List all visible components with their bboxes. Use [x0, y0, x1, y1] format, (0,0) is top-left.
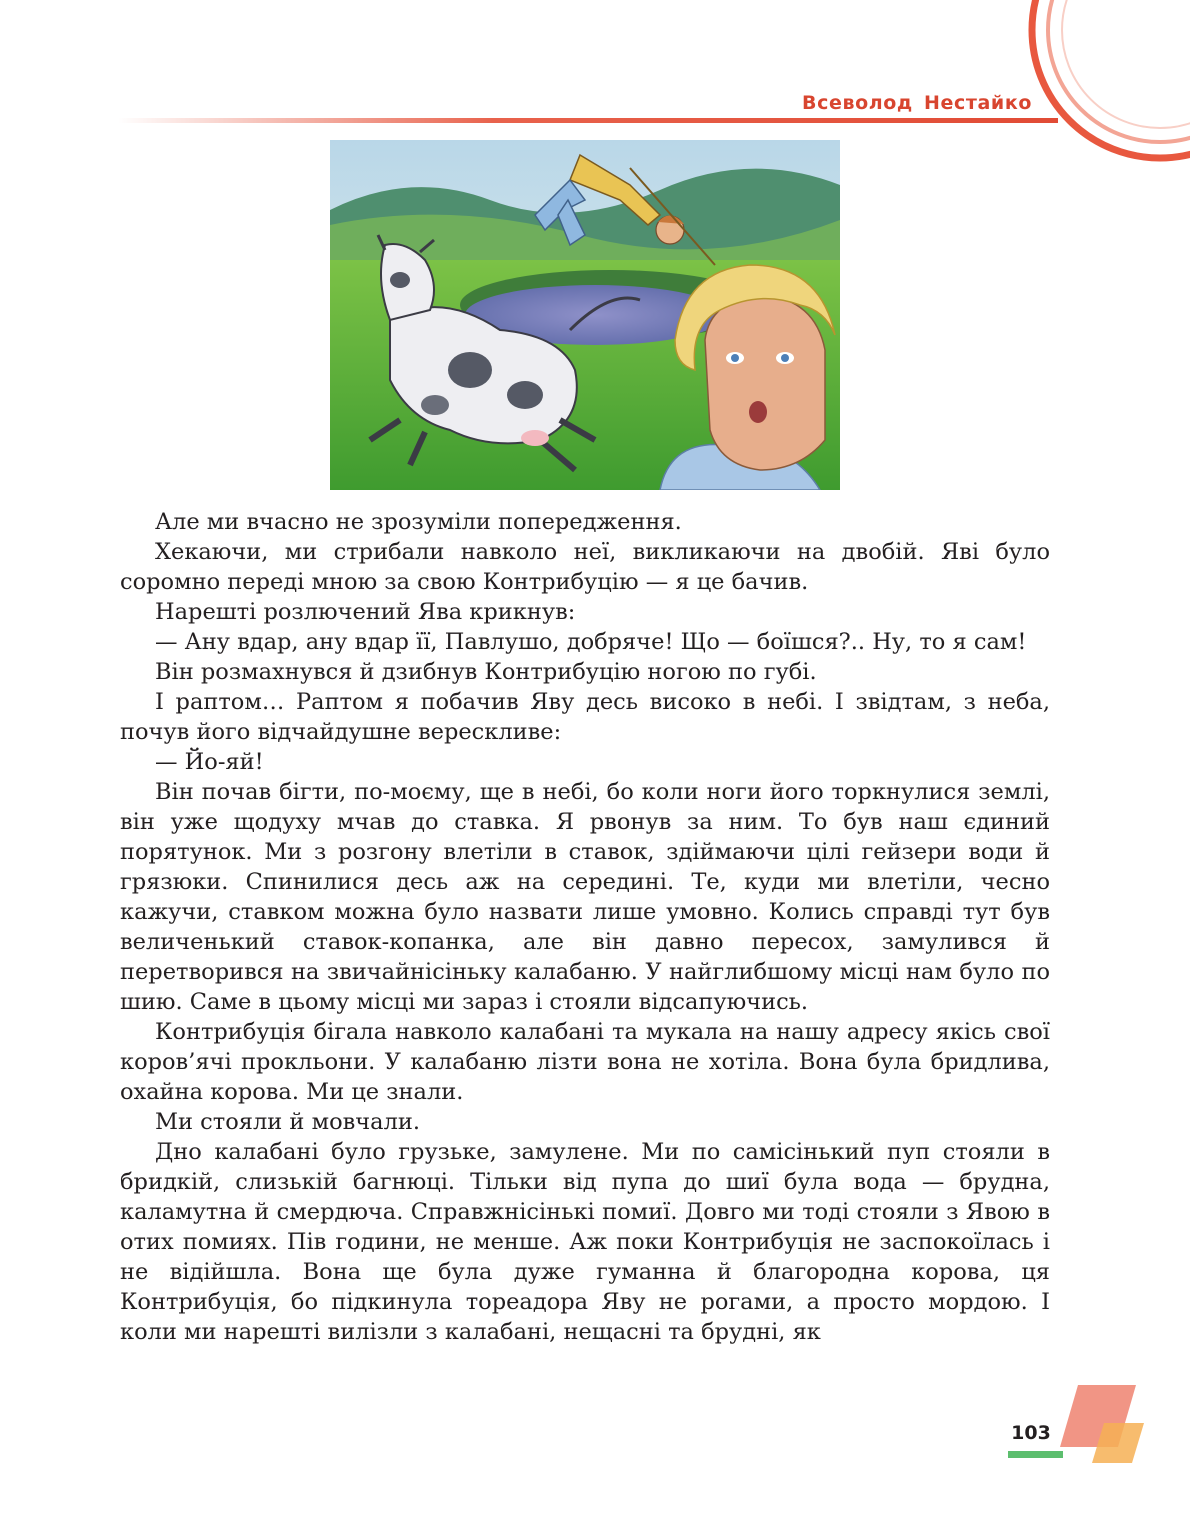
- paragraph: Він розмахнувся й дзибнув Контрибуцію ногою по губі.: [155, 659, 817, 685]
- paragraph: І раптом… Раптом я побачив Яву десь високо в небі. І звідтам, з неба, почув його відчайдушне верескливе:: [120, 689, 1050, 745]
- header-rule: [118, 118, 1058, 123]
- paragraph: Дно калабані було грузьке, замулене. Ми по самісінький пуп стояли в бридкій, слизькій багнюці. Тільки від пупа до шиї була вода — брудна, каламутна й смердюча. Справжнісінькі помиї. Довго ми тоді стояли з Явою в отих помиях. Пів години, не менше. Аж поки Контрибуція не заспокоїлась і не відійшла. Вона ще була дуже гуманна й благородна корова, ця Контрибуція, бо підкинула тореадора Яву не рогами, а просто мордою. І коли ми нарешті вилізли з калабані, нещасні та брудні, як: [120, 1139, 1050, 1345]
- page-number-underline: [1008, 1451, 1063, 1458]
- cow-tossing-boy-illustration: [330, 140, 840, 490]
- paragraph: — Йо-яй!: [155, 749, 264, 775]
- paragraph: — Ану вдар, ану вдар її, Павлушо, добряче! Що — боїшся?.. Ну, то я сам!: [155, 629, 1027, 655]
- paragraph: Але ми вчасно не зрозуміли попередження.: [155, 509, 682, 535]
- paragraph: Він почав бігти, по-моєму, ще в небі, бо коли ноги його торкнулися землі, він уже щодуху мчав до ставка. Я рвонув за ним. То був наш єдиний порятунок. Ми з розгону влетіли в ставок, здіймаючи цілі гейзери води й грязюки. Спинилися десь аж на середині. Те, куди ми влетіли, чесно кажучи, ставком можна було назвати лише умовно. Колись справді тут був величенький ставок-копанка, але він давно пересох, замулився й перетворився на звичайнісіньку калабаню. У найглибшому місці нам було по шию. Саме в цьому місці ми зараз і стояли відсапуючись.: [120, 779, 1050, 1015]
- header-circle-ornament: [1000, 0, 1190, 180]
- paragraph: Нарешті розлючений Ява крикнув:: [155, 599, 576, 625]
- paragraph: Хекаючи, ми стрибали навколо неї, викликаючи на двобій. Яві було соромно переді мною за свою Контрибуцію — я це бачив.: [120, 539, 1050, 595]
- running-header-author: Всеволод Нестайко: [802, 92, 1032, 114]
- story-text: [120, 507, 1050, 1347]
- paragraph: Ми стояли й мовчали.: [155, 1109, 421, 1135]
- corner-decoration: [1060, 1385, 1150, 1465]
- page-number: 103: [1011, 1422, 1051, 1444]
- paragraph: Контрибуція бігала навколо калабані та мукала на нашу адресу якісь свої коров’ячі прокльони. У калабаню лізти вона не хотіла. Вона була бридлива, охайна корова. Ми це знали.: [120, 1019, 1050, 1105]
